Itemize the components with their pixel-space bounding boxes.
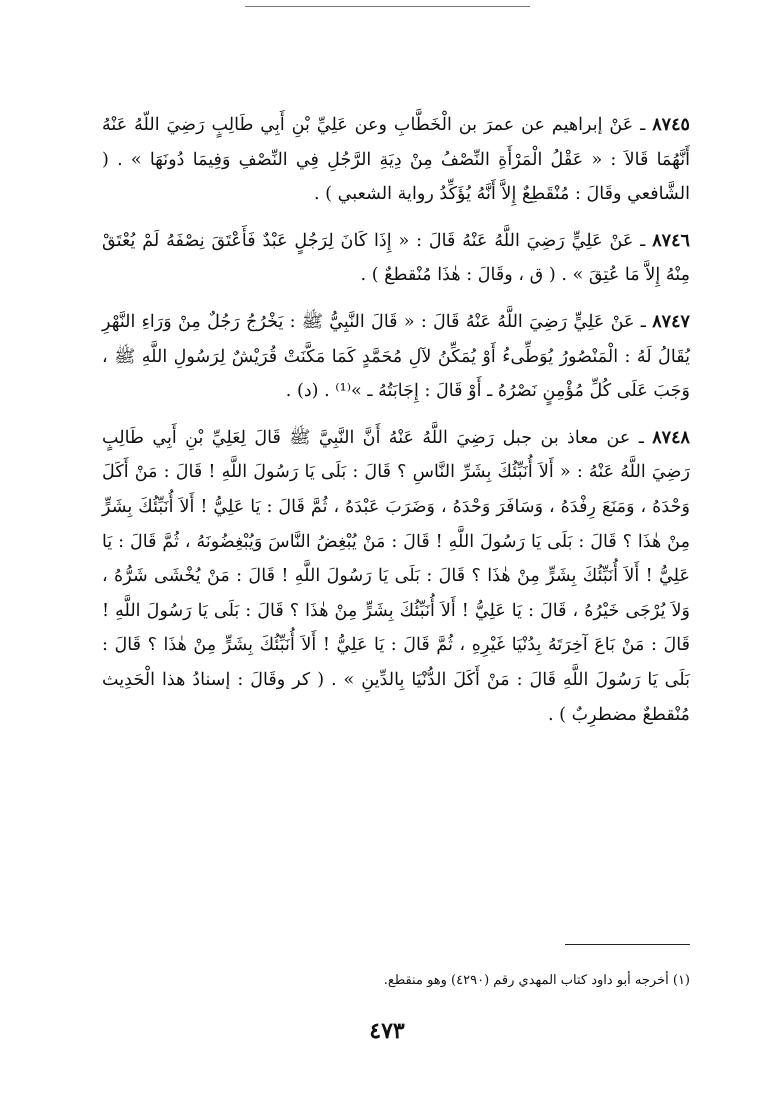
top-rule <box>245 6 530 7</box>
footnote-rule <box>565 944 690 945</box>
footnote: (١) أخرجه أبو داود كتاب المهدي رقم (٤٢٩٠) وهو منقطع. <box>383 973 690 988</box>
hadith-text: عَنْ عَلِيٍّ رَضِيَ اللَّهُ عَنْهُ قَالَ : « إِذَا كَانَ لِرَجُلٍ عَبْدٌ فَأَعْتَقَ نِصْفَهُ لَمْ يُعْتَقْ مِنْهُ إِلاَّ مَا عُتِقَ » . ( ق ، وقَالَ : هٰذَا مُنْقطعٌ ) . <box>102 230 690 286</box>
hadith-8747 <box>102 305 690 409</box>
hadith-number: ٨٧٤٨ <box>652 426 690 448</box>
hadith-8746 <box>102 224 690 293</box>
hadith-number: ٨٧٤٧ <box>652 310 691 332</box>
hadith-text: عَنْ عَلِيٍّ رَضِيَ اللَّهُ عَنْهُ قَالَ : « قَالَ النَّبِيُّ ﷺ : يَخْرُجُ رَجُلٌ مِنْ وَرَاءِ النَّهْرِ يُقَالُ لَهُ : الْمَنْصُورُ يُوَطِّىءُ أَوْ يُمَكِّنُ لآلِ مُحَمَّدٍ كَمَا مَكَّنَتْ قُرَيْشٌ لِرَسُولِ اللَّهِ ﷺ ، وَجَبَ عَلَى كُلِّ مُؤْمِنٍ نَصْرُهُ ـ أَوْ قَالَ : إِجَابَتُهُ ـ »⁽¹⁾ . (د) . <box>102 311 690 402</box>
hadith-text: عن معاذ بن جبل رَضِيَ اللَّهُ عَنْهُ أَنَّ النَّبِيَّ ﷺ قَالَ لِعَلِيِّ بْنِ أَبِي طَالِبٍ رَضِيَ اللَّهُ عَنْهُ : « أَلاَ أُنَبِّئُكَ بِشَرِّ النَّاسِ ؟ قَالَ : بَلَى يَا رَسُولَ اللَّهِ ! قَالَ : مَنْ أَكَلَ وَحْدَهُ ، وَمَنَعَ رِفْدَهُ ، وَسَافَرَ وَحْدَهُ ، وَضَرَبَ عَبْدَهُ ، ثُمَّ قَالَ : يَا عَلِيُّ ! أَلاَ أُنَبِّئُكَ بِشَرٍّ مِنْ هٰذَا ؟ قَالَ : بَلَى يَا رَسُولَ اللَّهِ ! قَالَ : مَنْ يُبْغِضُ النَّاسَ وَيُبْغِضُونَهُ ، ثُمَّ قَالَ : يَا عَلِيُّ ! أَلاَ أُنَبِّئُكَ بِشَرٍّ مِنْ هٰذَا ؟ قَالَ : بَلَى يَا رَسُولَ اللَّهِ ! قَالَ : مَنْ يُخْشَى شَرُّهُ ، وَلاَ يُرْجَى خَيْرُهُ ، قَالَ : يَا عَلِيُّ ! أَلاَ أُنَبِّئُكَ بِشَرٍّ مِنْ هٰذَا ؟ قَالَ : بَلَى يَا رَسُولَ اللَّهِ ! قَالَ : مَنْ بَاعَ آخِرَتَهُ بِدُنْيَا غَيْرِهِ ، ثُمَّ قَالَ : يَا عَلِيُّ ! أَلاَ أُنَبِّئُكَ بِشَرٍّ مِنْ هٰذَا ؟ قَالَ : بَلَى يَا رَسُولَ اللَّهِ قَالَ : مَنْ أَكَلَ الدُّنْيَا بِالدِّينِ » . ( كر وقَالَ : إسنادُ هذا الْحَدِيث مُنْقطعٌ مضطرِبٌ ) . <box>102 427 690 725</box>
hadith-dash: ـ <box>634 311 653 332</box>
hadith-dash: ـ <box>633 115 653 135</box>
hadith-dash: ـ <box>633 230 653 251</box>
hadith-8745 <box>102 108 690 212</box>
hadith-number: ٨٧٤٥ <box>652 114 690 135</box>
hadith-number: ٨٧٤٦ <box>652 229 690 251</box>
page-number: ٤٧٣ <box>369 1018 405 1044</box>
hadith-text: عَنْ إبراهيم عن عمرَ بن الْخَطَّابِ وعن عَلِيِّ بْنِ أَبِي طَالِبٍ رَضِيَ اللّهُ عَنْهُ أَنَّهُمَا قَالاَ : « عَقْلُ الْمَرْأَةِ النِّصْفُ مِنْ دِيَةِ الرَّجُلِ فِي النِّصْفِ وَفِيمَا دُونَهَا » . ( الشَّافعي وقَالَ : مُنْقَطِعٌ إِلاَّ أَنَّهُ يُؤَكِّدُ رواية الشعبي ) . <box>102 115 690 205</box>
hadith-dash: ـ <box>630 427 653 448</box>
hadith-list <box>102 108 690 744</box>
hadith-8748 <box>102 421 690 732</box>
